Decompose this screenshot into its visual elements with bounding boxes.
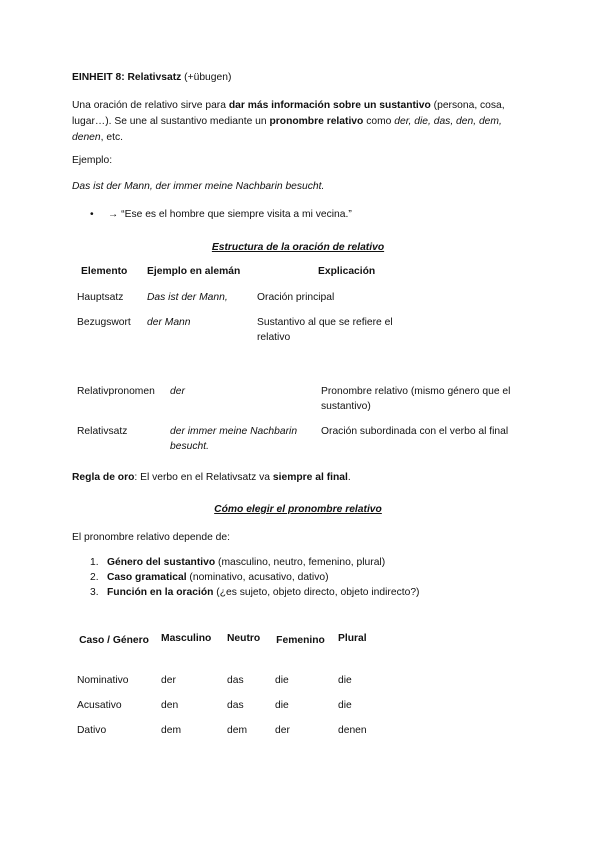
title-bold: EINHEIT 8: Relativsatz [72,72,182,83]
structure-explanation: Pronombre relativo (mismo género que el sustantivo) [321,386,511,412]
case-plural: die [338,700,352,711]
structure-header-explanation: Explicación [318,266,376,277]
page-title [72,72,231,83]
example-translation: → “Ese es el hombre que siempre visita a mi vecina.” [108,209,352,220]
case-fem: der [275,725,290,736]
cases-header-fem: Femenino [276,635,325,646]
list-item: 2. Caso gramatical (nominativo, acusativo, dativo) [90,572,329,583]
case-fem: die [275,700,289,711]
case-fem: die [275,675,289,686]
case-label: Acusativo [77,700,122,711]
title-rest: (+übugen) [181,72,232,83]
case-masc: den [161,700,179,711]
choose-title: Cómo elegir el pronombre relativo [214,504,382,515]
case-plural: denen [338,725,367,736]
example-label: Ejemplo: [72,155,113,166]
structure-explanation: Sustantivo al que se refiere el relativo [257,317,393,343]
structure-explanation: Oración principal [257,292,335,303]
structure-element: Relativsatz [77,426,128,437]
list-item: 3. Función en la oración (¿es sujeto, objeto directo, objeto indirecto?) [90,587,420,598]
cases-header-masc: Masculino [161,633,212,644]
structure-explanation: Oración subordinada con el verbo al final [321,426,509,437]
structure-element: Relativpronomen [77,386,155,397]
case-label: Nominativo [77,675,129,686]
case-neut: das [227,675,244,686]
case-plural: die [338,675,352,686]
structure-element: Bezugswort [77,317,131,328]
structure-example: der immer meine Nachbarin besucht. [170,426,298,452]
choose-intro: El pronombre relativo depende de: [72,532,230,543]
example-sentence: Das ist der Mann, der immer meine Nachbarin besucht. [72,181,325,192]
case-masc: der [161,675,176,686]
structure-example: Das ist der Mann, [147,292,228,303]
cases-header-case: Caso / Género [79,635,149,646]
structure-example: der [170,386,185,397]
bullet-icon: • [90,209,94,220]
structure-header-element: Elemento [81,266,128,277]
intro-paragraph: Una oración de relativo sirve para dar más información sobre un sustantivo (persona, cosa, lugar…). Se une al sustantivo mediante un pronombre relativo como der, die, das, den, dem, denen, etc. [72,100,505,143]
structure-example: der Mann [147,317,191,328]
cases-header-plural: Plural [338,633,367,644]
case-masc: dem [161,725,182,736]
case-neut: das [227,700,244,711]
case-label: Dativo [77,725,107,736]
structure-element: Hauptsatz [77,292,124,303]
cases-header-neut: Neutro [227,633,261,644]
case-neut: dem [227,725,248,736]
structure-header-example: Ejemplo en alemán [147,266,241,277]
list-item: 1. Género del sustantivo (masculino, neutro, femenino, plural) [90,557,386,568]
structure-title: Estructura de la oración de relativo [211,242,385,253]
golden-rule: Regla de oro: El verbo en el Relativsatz va siempre al final. [72,472,351,483]
